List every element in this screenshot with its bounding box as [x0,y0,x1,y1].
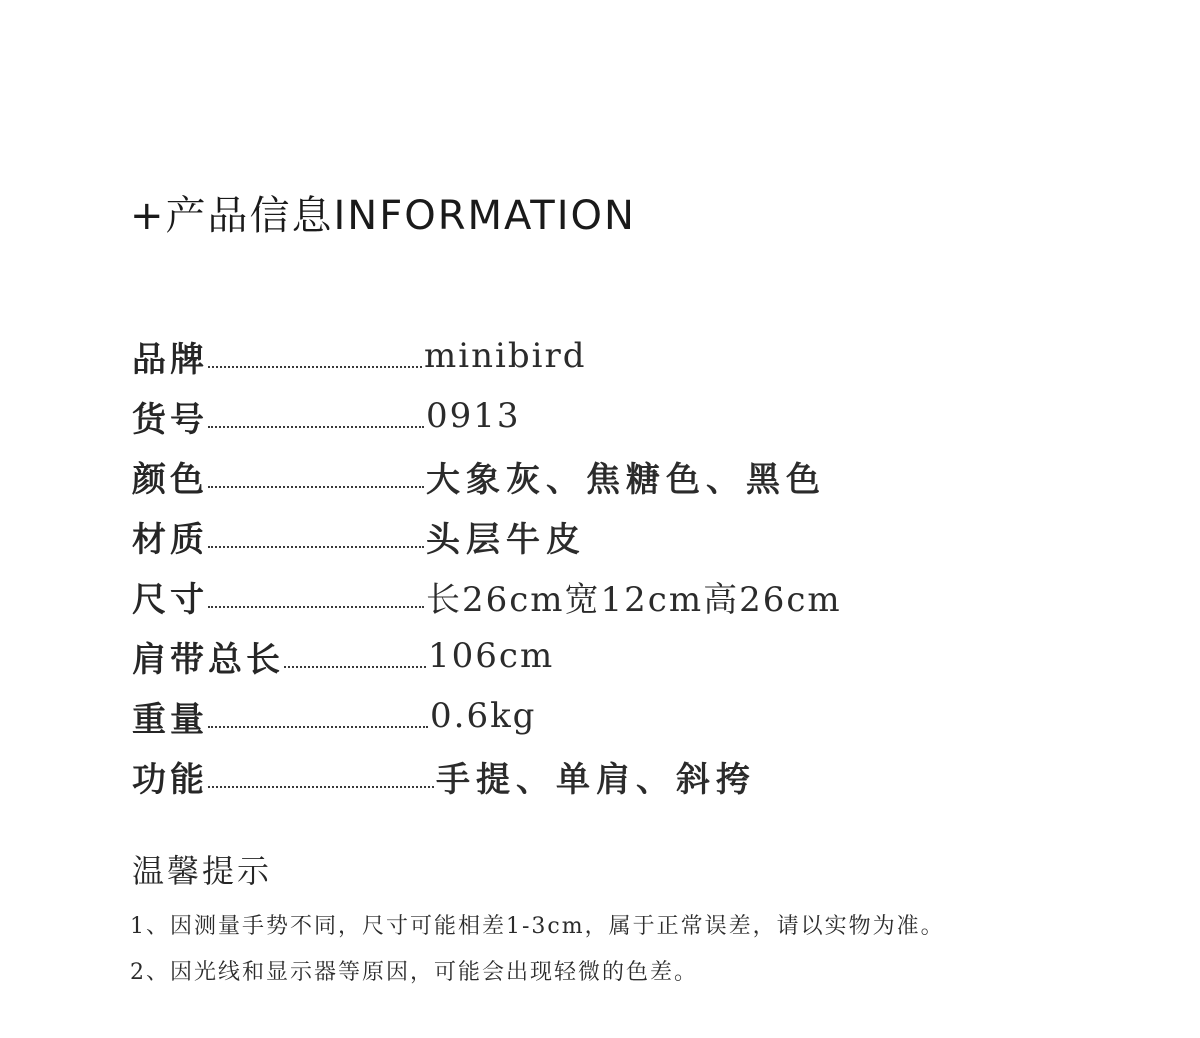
spec-row-brand [132,326,1032,386]
dotted-leader [208,576,424,608]
spec-row-color [132,446,1032,506]
spec-value: 大象灰、焦糖色、黑色 [426,459,826,500]
spec-row-function [132,746,1032,806]
spec-label: 材质 [132,519,208,560]
spec-value: minibird [424,336,587,376]
section-title: +产品信息INFORMATION [130,193,636,239]
spec-row-item-number [132,386,1032,446]
tips-list [130,904,945,996]
spec-value: 0913 [426,396,521,436]
spec-value: 0.6kg [430,696,537,736]
dotted-leader [208,756,434,788]
tip-line: 2、因光线和显示器等原因，可能会出现轻微的色差。 [130,960,698,985]
spec-value: 106cm [428,636,555,676]
spec-label: 重量 [132,699,208,740]
spec-value: 手提、单肩、斜挎 [436,759,756,800]
spec-label: 品牌 [132,339,208,380]
dotted-leader [208,696,428,728]
dotted-leader [208,456,424,488]
dotted-leader [208,336,422,368]
spec-row-material [132,506,1032,566]
spec-label: 功能 [132,759,208,800]
spec-value: 头层牛皮 [426,519,586,560]
tip-line: 1、因测量手势不同，尺寸可能相差1-3cm，属于正常误差，请以实物为准。 [130,914,945,939]
dotted-leader [208,516,424,548]
spec-value: 长26cm宽12cm高26cm [426,579,842,620]
spec-list [132,326,1032,806]
spec-label: 肩带总长 [132,639,284,680]
dotted-leader [208,396,424,428]
spec-row-strap-length [132,626,1032,686]
dotted-leader [284,636,426,668]
spec-row-size [132,566,1032,626]
tips-title: 温馨提示 [132,852,273,890]
spec-label: 颜色 [132,459,208,500]
spec-label: 货号 [132,399,208,440]
spec-row-weight [132,686,1032,746]
spec-label: 尺寸 [132,579,208,620]
